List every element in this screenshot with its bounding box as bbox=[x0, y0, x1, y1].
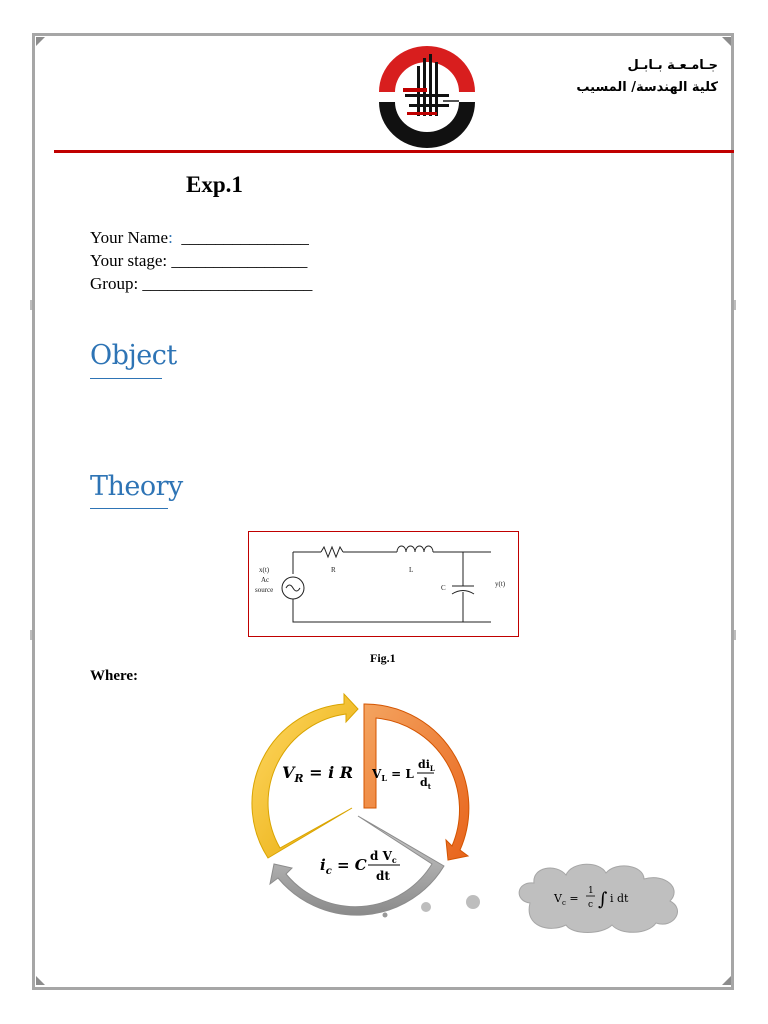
stage-field-line bbox=[90, 251, 307, 271]
header-divider bbox=[54, 150, 734, 153]
margin-tick bbox=[30, 630, 32, 640]
segment-vl bbox=[364, 704, 469, 860]
margin-tick bbox=[30, 300, 32, 310]
thought-bubble-dot bbox=[466, 895, 480, 909]
experiment-title: Exp.1 bbox=[186, 172, 243, 197]
corner-mark-top-right bbox=[722, 37, 731, 46]
svg-text:i dt: i dt bbox=[610, 892, 629, 905]
name-blank[interactable]: _______________ bbox=[172, 228, 309, 247]
corner-mark-bottom-left bbox=[36, 976, 45, 985]
source-label-source: source bbox=[255, 586, 274, 594]
stage-label: Your stage: bbox=[90, 251, 172, 270]
svg-text:VR = i R: $V_R = i$ R bbox=[282, 763, 354, 785]
resistor-label: R bbox=[331, 566, 336, 574]
university-name: جـامـعـة بـابـل bbox=[627, 58, 718, 73]
corner-mark-top-left bbox=[36, 37, 45, 46]
object-heading-underline bbox=[90, 378, 162, 379]
circuit-figure bbox=[248, 531, 519, 637]
name-colon: : bbox=[168, 228, 173, 247]
theory-heading: Theory bbox=[90, 471, 183, 502]
margin-tick bbox=[734, 630, 736, 640]
capacitor-label: C bbox=[441, 584, 446, 592]
inductor-label: L bbox=[409, 566, 414, 574]
where-label: Where: bbox=[90, 668, 139, 684]
group-blank[interactable]: ____________________ bbox=[142, 274, 313, 293]
source-label-x: x(t) bbox=[259, 566, 270, 574]
equation-cycle-diagram bbox=[240, 690, 480, 920]
corner-mark-bottom-right bbox=[722, 976, 731, 985]
svg-text:ic = C: $i_c = C$ bbox=[320, 856, 367, 877]
margin-tick bbox=[734, 300, 736, 310]
group-label: Group: bbox=[90, 274, 143, 293]
figure-caption: Fig.1 bbox=[370, 651, 396, 665]
theory-heading-underline bbox=[90, 508, 168, 509]
group-field-line bbox=[90, 274, 312, 294]
svg-text:c: c bbox=[588, 900, 594, 910]
name-field-line bbox=[90, 228, 309, 248]
college-logo bbox=[373, 46, 481, 148]
output-label: y(t) bbox=[495, 580, 506, 588]
svg-text:VL = L: $V_L = L$ bbox=[372, 767, 414, 783]
svg-text:diL: $di_L$ bbox=[418, 758, 435, 773]
thought-bubble-dot bbox=[421, 902, 431, 912]
svg-text:Vc =: $V_c$ = bbox=[554, 892, 579, 907]
rlc-circuit-diagram bbox=[249, 532, 518, 636]
svg-text:∫: ∫ bbox=[598, 889, 608, 910]
svg-text:d Vc: d $V_c$ bbox=[370, 849, 397, 865]
college-name: كلية الهندسة/ المسيب bbox=[576, 80, 718, 95]
svg-text:dt: dt bbox=[376, 869, 390, 883]
vc-equation-cloud bbox=[510, 855, 690, 935]
object-heading: Object bbox=[90, 340, 177, 371]
source-label-ac: Ac bbox=[261, 576, 270, 584]
svg-text:dt: $d_t$ bbox=[420, 776, 431, 791]
svg-text:1: 1 bbox=[588, 886, 594, 896]
stage-blank[interactable]: ________________ bbox=[171, 251, 308, 270]
name-label: Your Name bbox=[90, 228, 169, 247]
